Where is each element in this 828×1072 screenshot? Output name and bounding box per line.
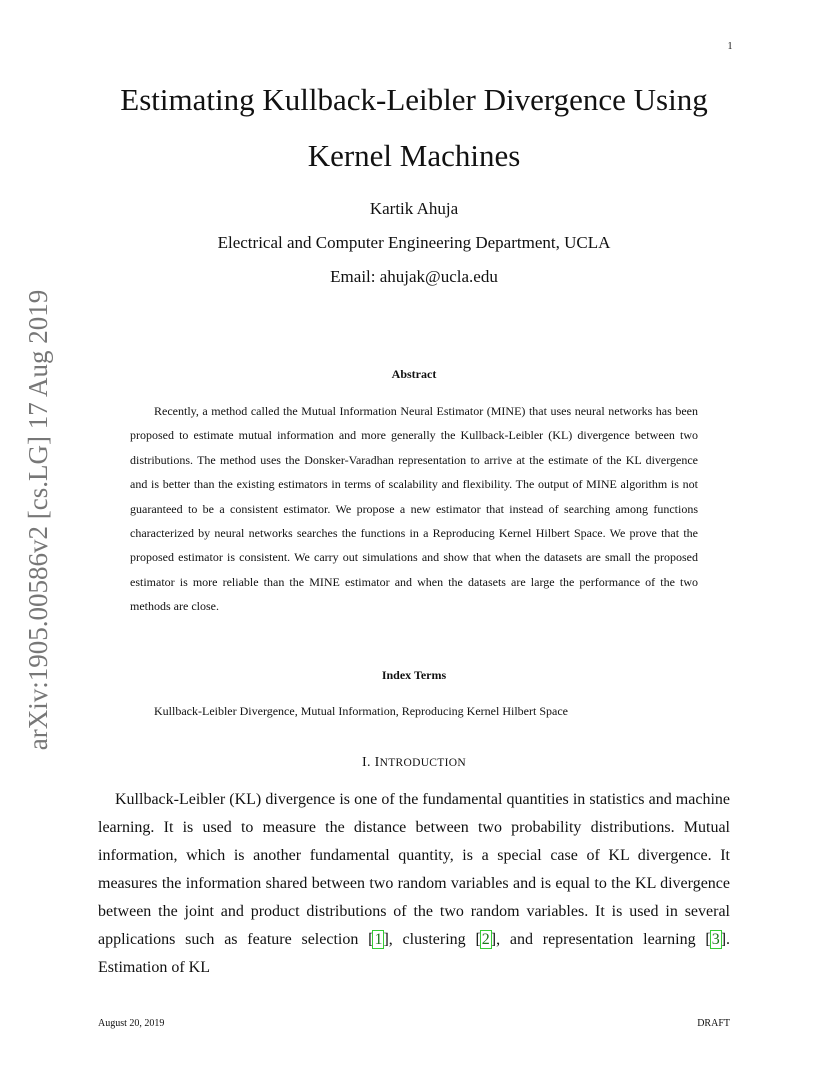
author-email: Email: ahujak@ucla.edu [330,267,498,286]
citation-link-1[interactable]: 1 [374,931,383,948]
section-numeral: I. [362,755,371,770]
section-title-initial: I [374,755,380,770]
section-heading-introduction [100,755,728,771]
section-title-rest: NTRODUCTION [379,757,466,769]
intro-text-part2: , clustering [388,931,476,948]
footer-draft-label: DRAFT [697,1018,730,1029]
index-terms-heading: Index Terms [381,668,447,682]
intro-text-part1: Kullback-Leibler (KL) divergence is one of the fundamental quantities in statistics and machine learning. It is used to measure the distance between two probability distributions. Mutual information, which is another fundamental quantity, is a special case of KL divergence. It measures the information shared between two random variables and is equal to the KL divergence between the joint and product distributions of the two random variables. It is used in several applications such as feature selection [98,791,730,948]
footer-date: August 20, 2019 [98,1018,165,1029]
citation-link-3[interactable]: 3 [711,931,720,948]
page-number: 1 [727,41,733,52]
introduction-paragraph: Kullback-Leibler (KL) divergence is one of the fundamental quantities in statistics and machine learning. It is used to measure the distance between two probability distributions. Mutual information, which is another fundamental quantity, is a special case of KL divergence. It measures the information shared between two random variables and is equal to the KL divergence between the joint and product distributions of the two random variables. It is used in several applications such as feature selection [1], clustering [2], and representation learning [3]. Estimation of KL [98,791,731,976]
abstract-heading: Abstract [391,367,437,381]
intro-text-part3: , and representation learning [496,931,706,948]
paper-title: Estimating Kullback-Leibler Divergence Using Kernel Machines [120,82,708,173]
index-terms-text: Kullback-Leibler Divergence, Mutual Information, Reproducing Kernel Hilbert Space [154,704,568,718]
intro-text-part4: . Estimation of KL [98,931,731,976]
author-affiliation: Electrical and Computer Engineering Department, UCLA [217,233,611,252]
arxiv-identifier: arXiv:1905.00586v2 [cs.LG] 17 Aug 2019 [23,289,53,751]
citation-link-2[interactable]: 2 [481,931,490,948]
author-name: Kartik Ahuja [369,199,459,218]
abstract-text: Recently, a method called the Mutual Information Neural Estimator (MINE) that uses neural networks has been proposed to estimate mutual information and more generally the Kullback-Leibler (KL) divergence between two distributions. The method uses the Donsker-Varadhan representation to arrive at the estimate of the KL divergence and is better than the existing estimators in terms of scalability and flexibility. The output of MINE algorithm is not guaranteed to be a consistent estimator. We propose a new estimator that instead of searching among functions characterized by neural networks searches the functions in a Reproducing Kernel Hilbert Space. We prove that the proposed estimator is consistent. We carry out simulations and show that when the datasets are small the proposed estimator is more reliable than the MINE estimator and when the datasets are large the performance of the two methods are close. [130,404,698,614]
